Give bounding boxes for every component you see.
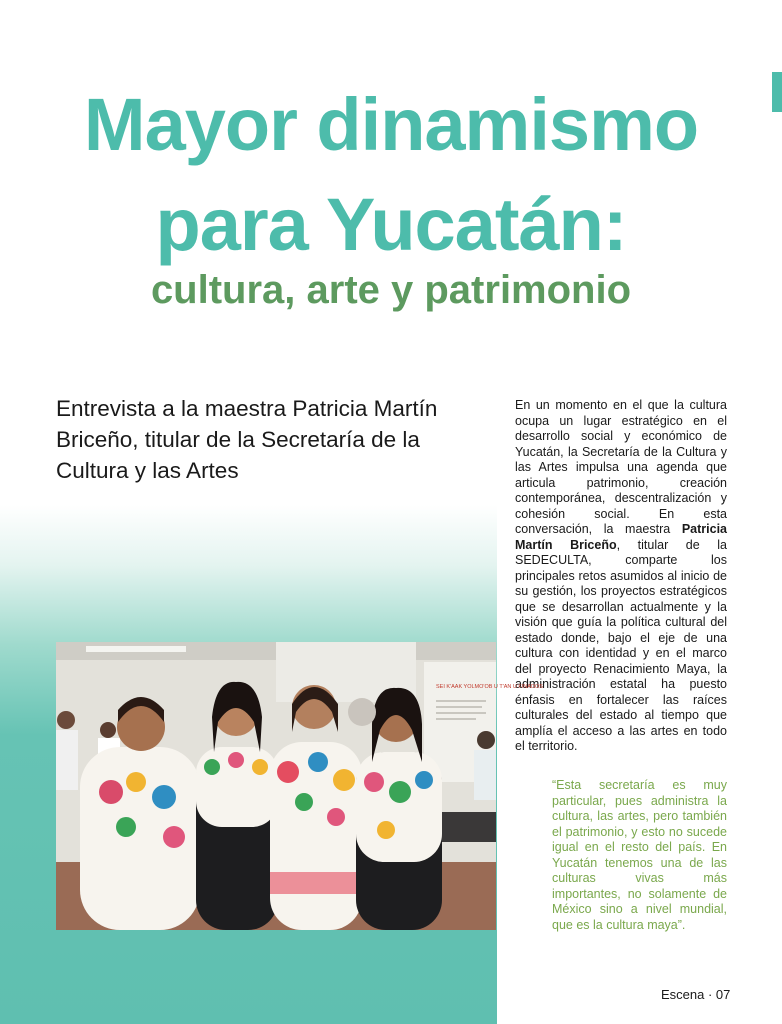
body-text-part-1: En un momento en el que la cultura ocupa un lugar estratégico en el desarrollo social y económico de Yucatán, la Secretaría de la Cultura y las Artes impulsa una agenda que articula patrimonio, creación contemporánea, descentralización y cohesión social. En esta conversación, la maestra <box>515 398 727 536</box>
body-text-part-2: , titular de la SEDECULTA, comparte los principales retos asumidos al inicio de su gestión, los proyectos estratégicos que se desarrollan actualmente y la visión que guía la política cultural del estado donde, bajo el eje de una cultura con identidad y en el marco del proyecto Renacimiento Maya, la administración estatal ha puesto énfasis en fortalecer las raíces culturales del estado al tiempo que amplía el acceso a las artes en todo el territorio. <box>515 537 728 753</box>
wall-sign: SEI K'AAK YOLMO'OB U T'AN U FINADOS <box>436 684 543 690</box>
title-line-1: Mayor dinamismo <box>83 83 699 166</box>
page-folio: Escena · 07 <box>661 987 731 1002</box>
pull-quote: “Esta secretaría es muy particular, pues administra la cultura, las artes, pero también el patrimonio, y esto no sucede igual en el resto del país. En Yucatán tenemos una de las culturas vivas más importantes, no solamente de México sino a nivel mundial, que es la cultura maya”. <box>552 778 727 932</box>
group-photo-illustration <box>56 642 543 930</box>
body-paragraph <box>515 398 727 755</box>
title-line-2: para Yucatán: <box>155 183 627 266</box>
group-photo <box>56 642 543 930</box>
deck-intro: Entrevista a la maestra Patricia Martín Briceño, titular de la Secretaría de la Cultura y las Artes <box>56 396 438 483</box>
subtitle: cultura, arte y patrimonio <box>150 268 632 312</box>
interviewee-name: Patricia Martín Briceño <box>515 522 727 552</box>
